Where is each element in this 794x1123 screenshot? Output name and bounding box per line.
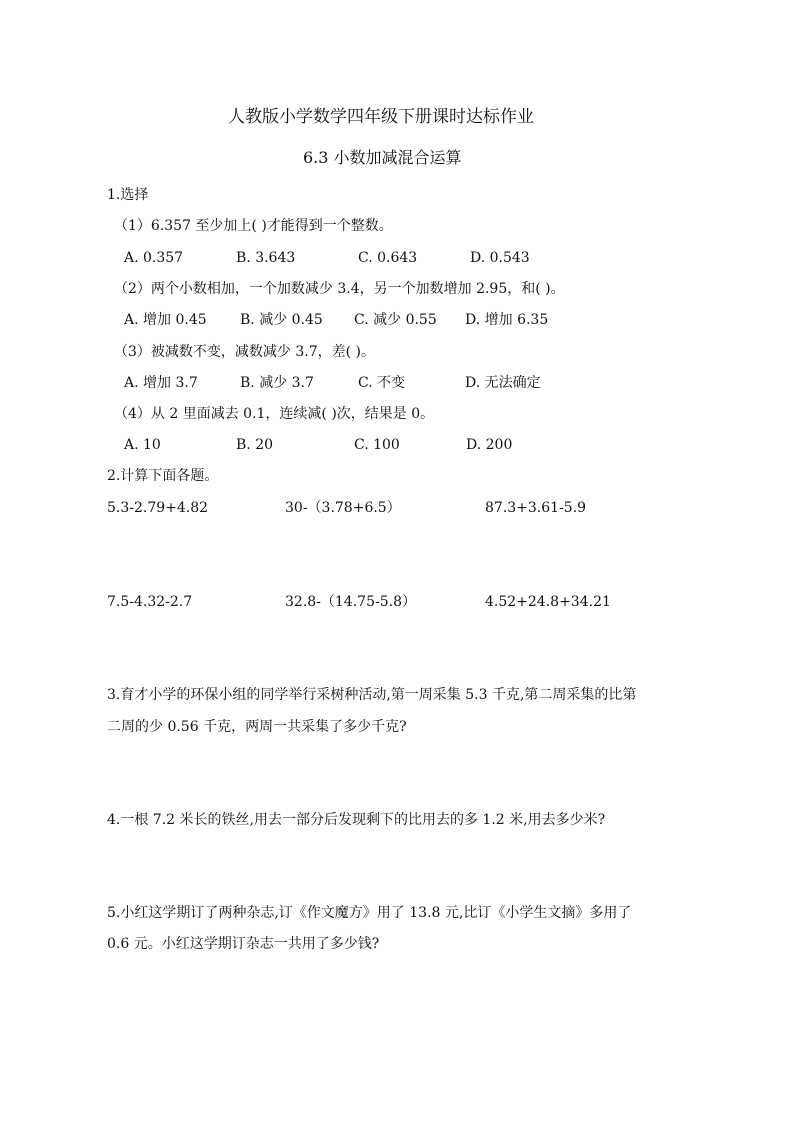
option-a: A. 增加 0.45: [124, 312, 207, 328]
option-b: B. 减少 3.7: [240, 375, 314, 391]
question-stem: （3）被减数不变，减数减少 3.7，差( )。: [114, 344, 375, 360]
expression: 30-（3.78+6.5）: [285, 500, 401, 516]
expression: 87.3+3.61-5.9: [485, 500, 587, 516]
option-d: D. 200: [466, 437, 513, 453]
option-d: D. 0.543: [470, 250, 530, 266]
option-d: D. 增加 6.35: [465, 312, 549, 328]
option-c: C. 0.643: [358, 250, 418, 266]
problem-3-line-2: 二周的少 0.56 千克，两周一共采集了多少千克?: [107, 719, 407, 735]
option-c: C. 不变: [358, 375, 406, 391]
problem-5-line-2: 0.6 元。小红这学期订杂志一共用了多少钱?: [107, 936, 380, 952]
question-stem: （2）两个小数相加，一个加数减少 3.4，另一个加数增加 2.95，和( )。: [114, 281, 565, 297]
section-heading-calc: 2.计算下面各题。: [107, 468, 219, 484]
option-d: D. 无法确定: [465, 375, 541, 391]
expression: 5.3-2.79+4.82: [107, 500, 209, 516]
problem-3-line-1: 3.育才小学的环保小组的同学举行采树种活动,第一周采集 5.3 千克,第二周采集的比第: [107, 687, 637, 703]
question-stem: （1）6.357 至少加上( )才能得到一个整数。: [114, 218, 393, 234]
option-c: C. 减少 0.55: [354, 312, 437, 328]
option-c: C. 100: [354, 437, 400, 453]
option-b: B. 3.643: [236, 250, 296, 266]
option-a: A. 增加 3.7: [124, 375, 198, 391]
expression: 32.8-（14.75-5.8）: [285, 594, 416, 610]
question-stem: （4）从 2 里面减去 0.1，连续减( )次，结果是 0。: [114, 406, 435, 422]
page-subtitle: 6.3 小数加减混合运算: [303, 148, 462, 167]
section-heading-choice: 1.选择: [107, 187, 149, 203]
expression: 7.5-4.32-2.7: [107, 594, 193, 610]
option-b: B. 减少 0.45: [240, 312, 323, 328]
option-b: B. 20: [236, 437, 274, 453]
expression: 4.52+24.8+34.21: [485, 594, 611, 610]
problem-4-line-1: 4.一根 7.2 米长的铁丝,用去一部分后发现剩下的比用去的多 1.2 米,用去多少米?: [107, 812, 606, 828]
page-title: 人教版小学数学四年级下册课时达标作业: [228, 107, 534, 127]
option-a: A. 10: [124, 437, 161, 453]
problem-5-line-1: 5.小红这学期订了两种杂志,订《作文魔方》用了 13.8 元,比订《小学生文摘》多用了: [107, 905, 632, 921]
option-a: A. 0.357: [124, 250, 184, 266]
